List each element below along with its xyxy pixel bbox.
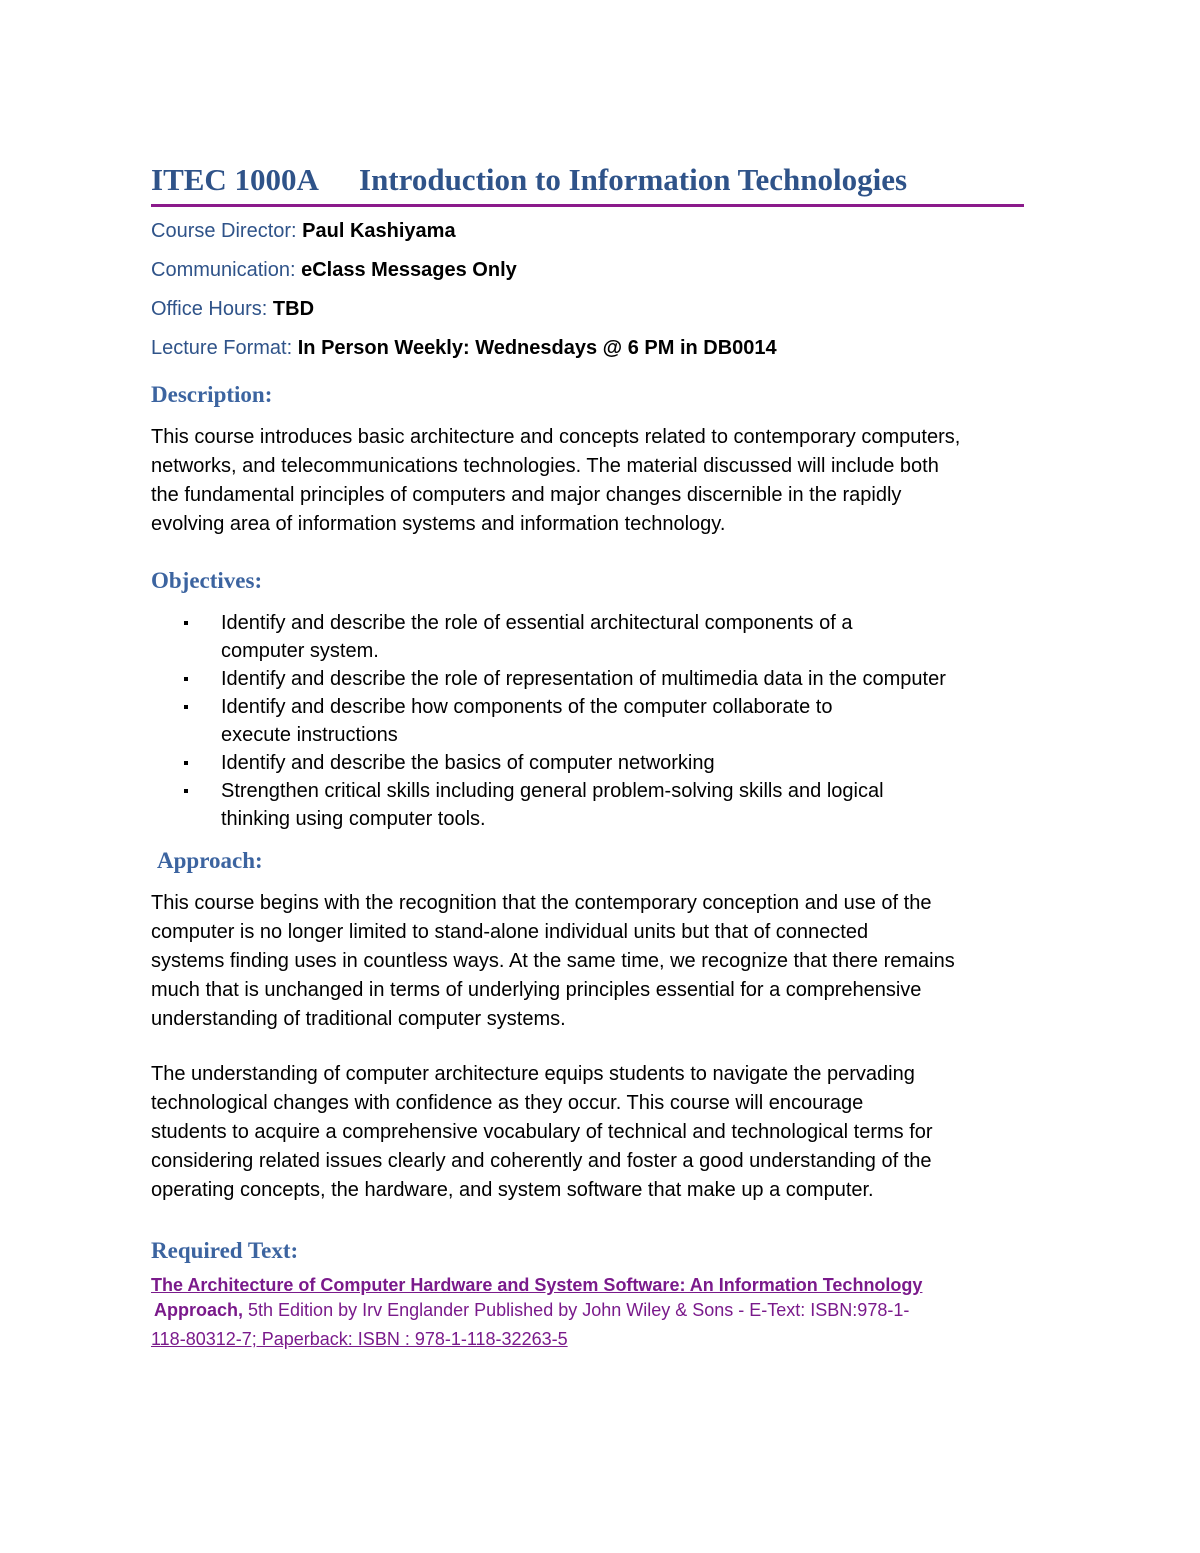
approach-line: understanding of traditional computer systems. [151, 1008, 566, 1030]
title-bar [151, 160, 1024, 207]
description-paragraph [151, 423, 1031, 539]
book-title-link[interactable]: The Architecture of Computer Hardware and System Software: An Information Technology [151, 1275, 923, 1295]
description-line: This course introduces basic architecture and concepts related to contemporary computers, [151, 426, 961, 448]
required-text-line-3 [151, 1326, 568, 1353]
communication-label: Communication: [151, 259, 296, 281]
office-hours-value: TBD [272, 298, 315, 320]
objectives-heading: Objectives: [151, 568, 263, 593]
book-title-end: Approach, [154, 1300, 244, 1320]
lecture-format-value: In Person Weekly: Wednesdays @ 6 PM in DB0014 [297, 337, 777, 359]
course-director-label: Course Director: [151, 220, 297, 242]
approach-line: much that is unchanged in terms of underlying principles essential for a comprehensive [151, 979, 922, 1001]
approach-line: computer is no longer limited to stand-alone individual units but that of connected [151, 921, 869, 943]
lecture-format-label: Lecture Format: [151, 337, 293, 359]
objective-item [151, 777, 946, 833]
objective-line: computer system. [221, 640, 379, 662]
approach-line: systems finding uses in countless ways. At the same time, we recognize that there remains [151, 950, 955, 972]
approach-line: technological changes with confidence as they occur. This course will encourage [151, 1092, 864, 1114]
course-director-row [151, 218, 456, 244]
course-code: ITEC 1000A [151, 162, 319, 197]
objective-line: Identify and describe the role of essential architectural components of a [221, 612, 853, 634]
bullet-icon [184, 789, 188, 793]
bullet-icon [184, 705, 188, 709]
lecture-format-row [151, 335, 777, 361]
objective-line: Strengthen critical skills including general problem-solving skills and logical [221, 780, 884, 802]
objective-item [151, 665, 946, 693]
objectives-list [151, 609, 946, 833]
bullet-icon [184, 677, 188, 681]
approach-paragraph-1 [151, 889, 1031, 1034]
page-title [151, 160, 1024, 200]
office-hours-row [151, 296, 314, 322]
objective-line: thinking using computer tools. [221, 808, 486, 830]
description-line: evolving area of information systems and information technology. [151, 513, 726, 535]
communication-value: eClass Messages Only [301, 259, 517, 281]
required-text-heading: Required Text: [151, 1238, 299, 1263]
approach-paragraph-2 [151, 1060, 1031, 1205]
approach-line: The understanding of computer architecture equips students to navigate the pervading [151, 1063, 915, 1085]
required-text-line-2 [151, 1297, 909, 1324]
approach-line: students to acquire a comprehensive vocabulary of technical and technological terms for [151, 1121, 933, 1143]
approach-line: operating concepts, the hardware, and system software that make up a computer. [151, 1179, 874, 1201]
book-edition-info: 5th Edition by Irv Englander Published by John Wiley & Sons - E-Text: ISBN:978-1- [243, 1300, 910, 1320]
communication-row [151, 257, 517, 283]
course-title: Introduction to Information Technologies [359, 162, 908, 197]
description-heading: Description: [151, 382, 273, 407]
bullet-icon [184, 621, 188, 625]
objective-line: Identify and describe the role of representation of multimedia data in the computer [221, 668, 946, 690]
objective-item [151, 693, 946, 749]
objective-line: Identify and describe how components of the computer collaborate to [221, 696, 833, 718]
approach-line: considering related issues clearly and coherently and foster a good understanding of the [151, 1150, 932, 1172]
objective-item [151, 749, 946, 777]
isbn-link[interactable]: 118-80312-7; Paperback: ISBN : 978-1-118-32263-5 [151, 1329, 568, 1349]
course-director-value: Paul Kashiyama [302, 220, 456, 242]
objective-line: Identify and describe the basics of computer networking [221, 752, 715, 774]
approach-line: This course begins with the recognition that the contemporary conception and use of the [151, 892, 932, 914]
description-line: the fundamental principles of computers and major changes discernible in the rapidly [151, 484, 902, 506]
required-text-line-1 [151, 1272, 922, 1299]
approach-heading: Approach: [157, 848, 263, 873]
objective-line: execute instructions [221, 724, 398, 746]
bullet-icon [184, 761, 188, 765]
objective-item [151, 609, 946, 665]
office-hours-label: Office Hours: [151, 298, 268, 320]
description-line: networks, and telecommunications technologies. The material discussed will include both [151, 455, 939, 477]
